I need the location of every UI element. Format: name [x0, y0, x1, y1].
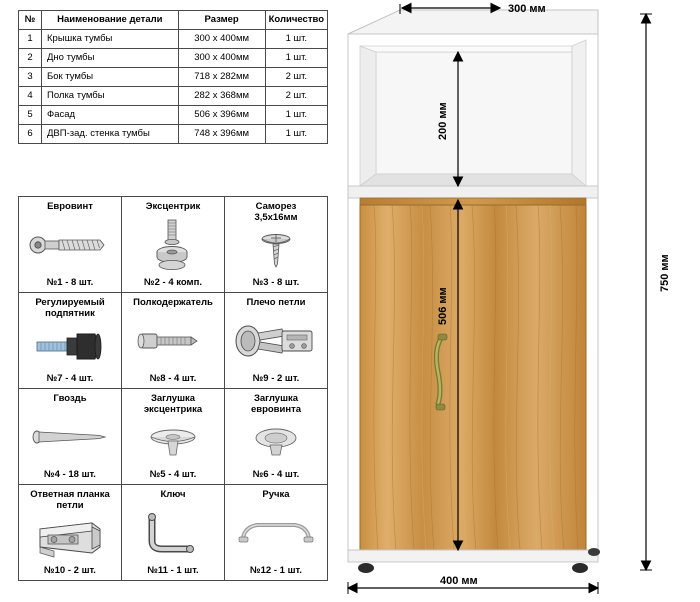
hardware-cell-allen-key: [122, 485, 225, 581]
hardware-code: №9 - 2 шт.: [252, 373, 300, 384]
handle-icon: [225, 500, 327, 565]
adjustable-foot-icon: [19, 319, 121, 373]
col-size: Размер: [178, 11, 265, 30]
cell-part-name: Бок тумбы: [42, 68, 179, 87]
cell-part-name: Фасад: [42, 106, 179, 125]
hardware-cell-shelf-support: [122, 293, 225, 389]
cabinet-foot-back-right: [588, 548, 600, 556]
cell-number: 6: [19, 125, 42, 144]
cell-size: 300 x 400мм: [178, 49, 265, 68]
dimension-height: [640, 14, 671, 570]
hardware-cell-euro-screw-cap: [225, 389, 328, 485]
dimension-height-label: 750 мм: [659, 254, 671, 292]
hardware-title: [33, 297, 106, 319]
cabinet-foot-left: [358, 563, 374, 573]
cell-quantity: 2 шт.: [265, 87, 327, 106]
table-row: [19, 87, 328, 106]
dimension-depth-label: 300 мм: [508, 3, 546, 15]
hardware-code: №5 - 4 шт.: [149, 469, 197, 480]
cell-number: 4: [19, 87, 42, 106]
hardware-cell-hinge-arm: [225, 293, 328, 389]
col-quantity: Количество: [265, 11, 327, 30]
hardware-cell-handle: [225, 485, 328, 581]
hardware-title: [142, 393, 204, 415]
hardware-title: [249, 393, 303, 415]
hardware-title: Ключ: [160, 489, 186, 500]
hardware-cell-hinge-plate: [19, 485, 122, 581]
hardware-code: №2 - 4 комп.: [144, 277, 202, 288]
cabinet-shelf-edge: [348, 186, 598, 198]
hardware-title-line2: подпятник: [45, 308, 95, 319]
hardware-cell-cam-cap: [122, 389, 225, 485]
hardware-title: Евровинт: [47, 201, 93, 212]
cell-quantity: 1 шт.: [265, 125, 327, 144]
cell-quantity: 1 шт.: [265, 106, 327, 125]
cell-size: 282 x 368мм: [178, 87, 265, 106]
shelf-support-icon: [122, 308, 224, 373]
cell-part-name: Полка тумбы: [42, 87, 179, 106]
col-number: №: [19, 11, 42, 30]
table-row: [19, 49, 328, 68]
hardware-title-line1: Ответная планка: [30, 489, 110, 500]
cabinet-svg: [330, 0, 700, 602]
hardware-row: [19, 197, 328, 293]
dimension-niche-label: 200 мм: [437, 102, 449, 140]
table-row: [19, 106, 328, 125]
hardware-cell-euro-screw: [19, 197, 122, 293]
hardware-cell-self-tapping-screw: [225, 197, 328, 293]
hardware-cell-adjustable-foot: [19, 293, 122, 389]
hardware-title-line2: петли: [56, 500, 84, 511]
parts-table: [18, 10, 328, 144]
table-header-row: [19, 11, 328, 30]
table-row: [19, 30, 328, 49]
hardware-title-line1: Регулируемый: [35, 297, 105, 308]
col-part-name: Наименование детали: [42, 11, 179, 30]
hardware-title: Гвоздь: [53, 393, 87, 404]
hardware-row: [19, 293, 328, 389]
cabinet-foot-right: [572, 563, 588, 573]
hardware-title-line1: Саморез: [255, 201, 297, 212]
cabinet-base-strip: [348, 550, 598, 562]
hinge-plate-icon: [19, 511, 121, 565]
hardware-title: Ручка: [262, 489, 290, 500]
dimension-width: [348, 575, 598, 594]
euro-screw-cap-icon: [225, 415, 327, 469]
hardware-code: №10 - 2 шт.: [44, 565, 96, 576]
dimension-facade-label: 506 мм: [437, 287, 449, 325]
cell-number: 3: [19, 68, 42, 87]
cell-number: 1: [19, 30, 42, 49]
cell-number: 2: [19, 49, 42, 68]
hardware-title: Полкодержатель: [133, 297, 213, 308]
cell-size: 718 x 282мм: [178, 68, 265, 87]
cell-quantity: 1 шт.: [265, 30, 327, 49]
hinge-arm-icon: [225, 308, 327, 373]
cell-quantity: 1 шт.: [265, 49, 327, 68]
hardware-row: [19, 389, 328, 485]
cell-size: 748 x 396мм: [178, 125, 265, 144]
hardware-code: №7 - 4 шт.: [46, 373, 94, 384]
cam-lock-icon: [122, 212, 224, 277]
hardware-grid: [18, 196, 328, 581]
cam-cap-icon: [122, 415, 224, 469]
hardware-title: [28, 489, 112, 511]
cell-size: 506 x 396мм: [178, 106, 265, 125]
cell-number: 5: [19, 106, 42, 125]
hardware-row: [19, 485, 328, 581]
table-row: [19, 68, 328, 87]
cabinet-drawing: [330, 0, 700, 602]
self-tapping-screw-icon: [225, 223, 327, 277]
dimension-width-label: 400 мм: [440, 575, 478, 587]
cell-quantity: 2 шт.: [265, 68, 327, 87]
hardware-title-line1: Заглушка: [253, 393, 299, 404]
hardware-title-line2: эксцентрика: [143, 404, 203, 415]
hardware-code: №1 - 8 шт.: [46, 277, 94, 288]
hardware-title: Плечо петли: [246, 297, 306, 308]
hardware-code: №12 - 1 шт.: [250, 565, 302, 576]
hardware-title-line1: Заглушка: [150, 393, 196, 404]
hardware-cell-cam-lock: [122, 197, 225, 293]
cell-size: 300 x 400мм: [178, 30, 265, 49]
hardware-code: №11 - 1 шт.: [147, 565, 199, 576]
table-row: [19, 125, 328, 144]
euro-screw-icon: [19, 212, 121, 277]
cell-part-name: Дно тумбы: [42, 49, 179, 68]
hardware-title: Эксцентрик: [145, 201, 201, 212]
hardware-title: [252, 201, 299, 223]
cell-part-name: Крышка тумбы: [42, 30, 179, 49]
cabinet-niche: [360, 40, 586, 186]
hardware-title-line2: 3,5x16мм: [254, 212, 298, 223]
nail-icon: [19, 404, 121, 469]
cabinet-facade-door: [360, 198, 586, 550]
hardware-cell-nail: [19, 389, 122, 485]
hardware-code: №8 - 4 шт.: [149, 373, 197, 384]
hardware-code: №4 - 18 шт.: [44, 469, 96, 480]
hardware-code: №3 - 8 шт.: [252, 277, 300, 288]
hardware-title-line2: евровинта: [250, 404, 302, 415]
allen-key-icon: [122, 500, 224, 565]
cell-part-name: ДВП-зад. стенка тумбы: [42, 125, 179, 144]
hardware-code: №6 - 4 шт.: [252, 469, 300, 480]
